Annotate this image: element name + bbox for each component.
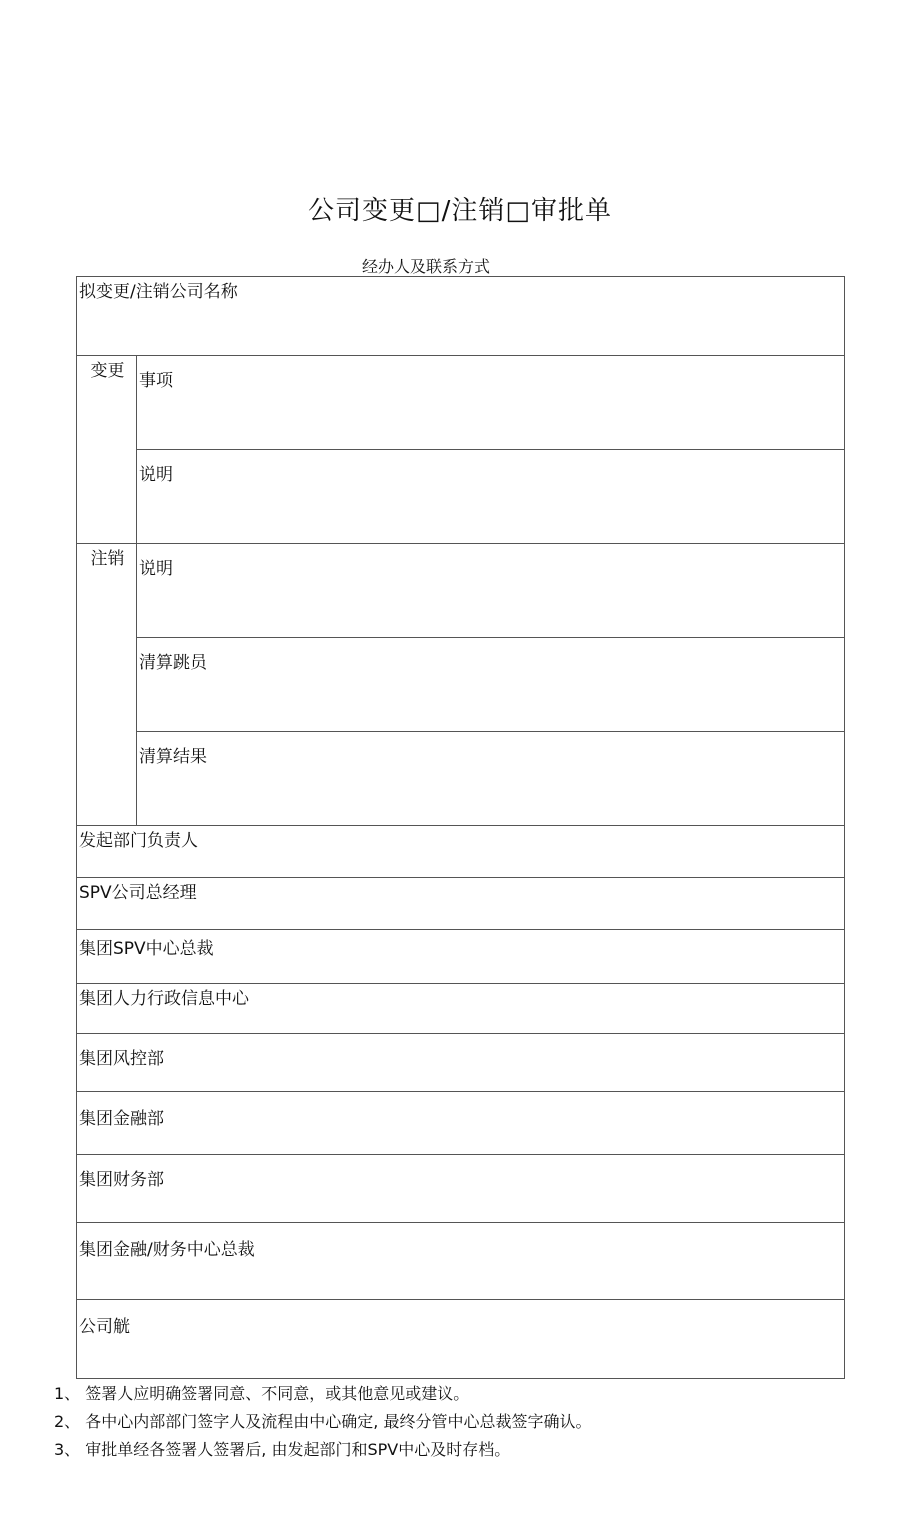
spv-gm-cell[interactable] bbox=[77, 878, 845, 930]
clear-member-cell[interactable] bbox=[137, 638, 845, 732]
table-row bbox=[77, 826, 845, 878]
table-row bbox=[77, 1034, 845, 1092]
cancel-desc-cell[interactable] bbox=[137, 544, 845, 638]
hr-admin-label: 集团人力行政信息中心 bbox=[79, 989, 249, 1009]
contact-label: 经办人及联系方式 bbox=[362, 257, 491, 276]
company-name-label: 拟变更/注销公司名称 bbox=[79, 282, 238, 302]
table-row bbox=[77, 638, 845, 732]
spv-president-cell[interactable] bbox=[77, 930, 845, 984]
table-row bbox=[77, 277, 845, 356]
change-desc-cell[interactable] bbox=[137, 450, 845, 544]
change-item-cell[interactable] bbox=[137, 356, 845, 450]
hr-admin-cell[interactable] bbox=[77, 984, 845, 1034]
change-group-label: 变更 bbox=[77, 356, 137, 544]
risk-control-label: 集团风控部 bbox=[79, 1049, 164, 1069]
company-last-label: 公司觥 bbox=[79, 1317, 130, 1337]
table-row bbox=[77, 1300, 845, 1379]
clear-member-label: 清算跳员 bbox=[139, 653, 207, 673]
note-item: 2、 各中心内部部门签字人及流程由中心确定, 最终分管中心总裁签字确认。 bbox=[54, 1412, 592, 1431]
initiator-head-cell[interactable] bbox=[77, 826, 845, 878]
risk-control-cell[interactable] bbox=[77, 1034, 845, 1092]
clear-result-cell[interactable] bbox=[137, 732, 845, 826]
cancel-desc-label: 说明 bbox=[139, 559, 173, 579]
company-name-cell[interactable] bbox=[77, 277, 845, 356]
table-row bbox=[77, 930, 845, 984]
table-row bbox=[77, 1155, 845, 1223]
finance-dept-cell[interactable] bbox=[77, 1092, 845, 1155]
contact-fill-line[interactable] bbox=[490, 258, 778, 277]
note-item: 3、 审批单经各签署人签署后, 由发起部门和SPV中心及时存档。 bbox=[54, 1440, 511, 1459]
approval-table bbox=[76, 276, 845, 1379]
table-row bbox=[77, 450, 845, 544]
accounting-dept-cell[interactable] bbox=[77, 1155, 845, 1223]
spv-president-label: 集团SPV中心总裁 bbox=[79, 939, 214, 959]
change-desc-label: 说明 bbox=[139, 465, 173, 485]
contact-field bbox=[362, 254, 778, 277]
table-row bbox=[77, 878, 845, 930]
finance-president-cell[interactable] bbox=[77, 1223, 845, 1300]
page-title: 公司变更□/注销□审批单 bbox=[308, 196, 612, 226]
cancel-group-label: 注销 bbox=[77, 544, 137, 826]
spv-gm-label: SPV公司总经理 bbox=[79, 883, 197, 903]
company-last-cell[interactable] bbox=[77, 1300, 845, 1379]
finance-dept-label: 集团金融部 bbox=[79, 1109, 164, 1129]
initiator-head-label: 发起部门负责人 bbox=[79, 831, 198, 851]
table-row bbox=[77, 356, 845, 450]
change-item-label: 事项 bbox=[139, 371, 173, 391]
note-item: 1、 签署人应明确签署同意、不同意，或其他意见或建议。 bbox=[54, 1384, 470, 1403]
accounting-dept-label: 集团财务部 bbox=[79, 1170, 164, 1190]
table-row bbox=[77, 544, 845, 638]
finance-president-label: 集团金融/财务中心总裁 bbox=[79, 1240, 255, 1260]
notes-list bbox=[54, 1380, 591, 1464]
table-row bbox=[77, 1223, 845, 1300]
table-row bbox=[77, 1092, 845, 1155]
table-row bbox=[77, 732, 845, 826]
clear-result-label: 清算结果 bbox=[139, 747, 207, 767]
table-row bbox=[77, 984, 845, 1034]
